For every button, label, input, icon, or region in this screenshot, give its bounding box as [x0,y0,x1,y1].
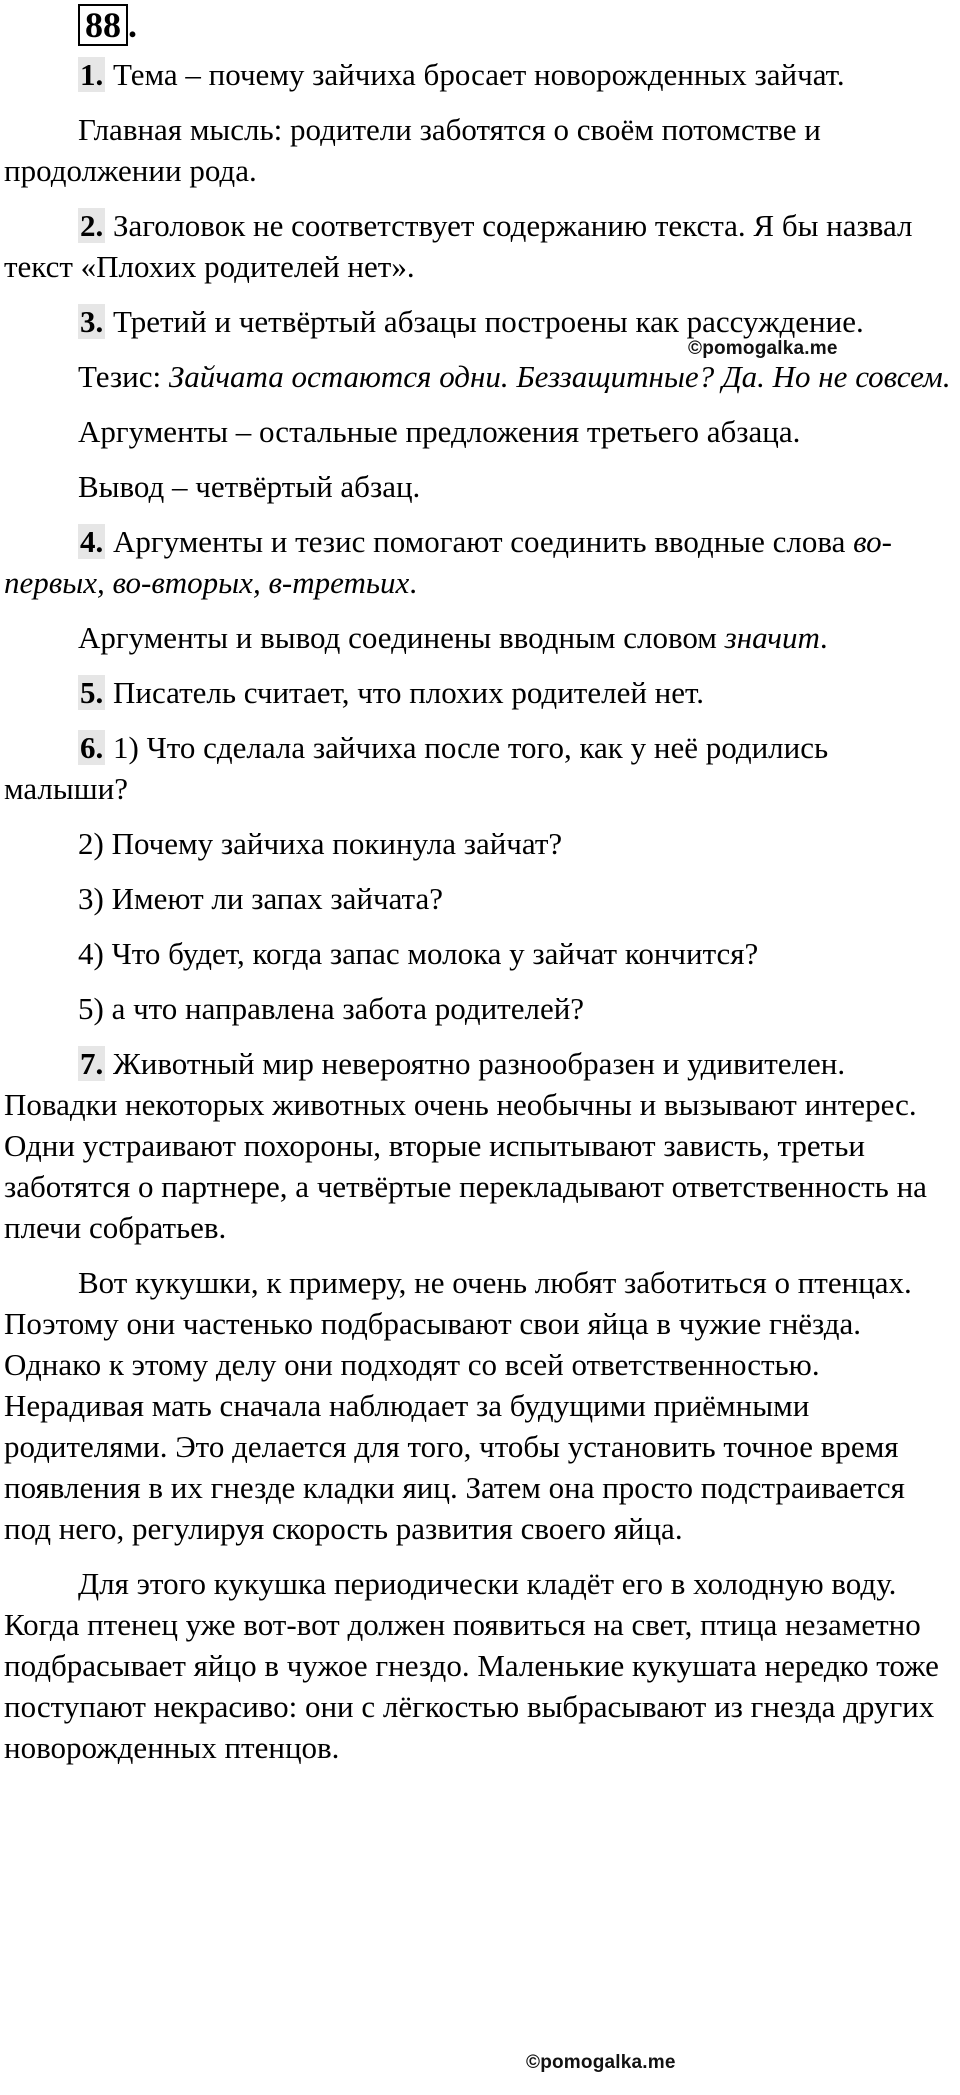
paragraph [0,301,960,342]
paragraph [0,988,960,1029]
paragraph-text: Тема – почему зайчиха бросает новорожденных зайчат. [105,57,845,92]
italic-text: во-первых, во-вторых, в-третьих [4,524,892,600]
paragraph [0,1043,960,1248]
watermark-top: ©pomogalka.me [688,338,838,359]
item-number: 1. [80,57,104,92]
paragraph-text: 1) Что сделала зайчиха после того, как у неё родились малыши? [4,730,829,806]
paragraph [0,466,960,507]
item-number: 5. [80,675,104,710]
paragraph-text: Заголовок не соответствует содержанию текста. Я бы назвал текст «Плохих родителей нет». [4,208,913,284]
paragraph [0,878,960,919]
paragraph [0,54,960,95]
paragraph-text: . [409,565,417,600]
paragraph-text: Аргументы – остальные предложения третьего абзаца. [78,414,801,449]
paragraph [0,823,960,864]
paragraph-text: Аргументы и тезис помогают соединить вводные слова [105,524,854,559]
paragraph-text: Писатель считает, что плохих родителей нет. [105,675,704,710]
paragraph-text: Главная мысль: родители заботятся о своём потомстве и продолжении рода. [4,112,821,188]
paragraph [0,1262,960,1549]
paragraph-text: 5) а что направлена забота родителей? [78,991,585,1026]
paragraph [0,672,960,713]
paragraph-text: Для этого кукушка периодически кладёт его в холодную воду. Когда птенец уже вот-вот должен появиться на свет, птица незаметно подбрасывает яйцо в чужое гнездо. Маленькие кукушата нередко тоже поступают некрасиво: они с лёгкостью выбрасывают из гнезда других новорожденных птенцов. [4,1566,939,1765]
paragraph-text: Вывод – четвёртый абзац. [78,469,421,504]
answer-text [0,54,960,1782]
item-number: 4. [80,524,104,559]
paragraph [0,617,960,658]
paragraph [0,933,960,974]
paragraph [0,356,960,397]
paragraph [0,411,960,452]
item-number: 2. [80,208,104,243]
item-number: 3. [80,304,104,339]
paragraph-text: . [819,620,828,655]
paragraph-text: 4) Что будет, когда запас молока у зайчат кончится? [78,936,759,971]
paragraph-text: 2) Почему зайчиха покинула зайчат? [78,826,563,861]
exercise-number: 88 . [78,4,137,44]
paragraph-text: Аргументы и вывод соединены вводным словом [78,620,725,655]
italic-text: Зайчата остаются одни. Беззащитные? Да. Но не совсем. [168,359,951,394]
paragraph-text: Третий и четвёртый абзацы построены как рассуждение. [105,304,864,339]
paragraph-text: Вот кукушки, к примеру, не очень любят заботиться о птенцах. Поэтому они частенько подбрасывают свои яйца в чужие гнёзда. Однако к этому делу они подходят со всей ответственностью. Нерадивая мать сначала наблюдает за будущими приёмными родителями. Это делается для того, чтобы установить точное время появления в их гнезде кладки яиц. Затем она просто подстраивается под него, регулируя скорость развития своего яйца. [4,1265,912,1546]
item-number: 7. [80,1046,104,1081]
paragraph [0,1563,960,1768]
italic-text: значит [724,620,820,655]
paragraph-text: Животный мир невероятно разнообразен и удивителен. Повадки некоторых животных очень необычны и вызывают интерес. Одни устраивают похороны, вторые испытывают зависть, третьи заботятся о партнере, а четвёртые перекладывают ответственность на плечи собратьев. [4,1046,927,1245]
paragraph [0,205,960,287]
watermark-bottom: ©pomogalka.me [526,2052,676,2073]
item-number: 6. [80,730,104,765]
exercise-number-box: 88 [78,4,128,46]
paragraph [0,727,960,809]
paragraph [0,521,960,603]
paragraph [0,109,960,191]
paragraph-text: Тезис: [78,359,169,394]
paragraph-text: 3) Имеют ли запах зайчата? [78,881,443,916]
